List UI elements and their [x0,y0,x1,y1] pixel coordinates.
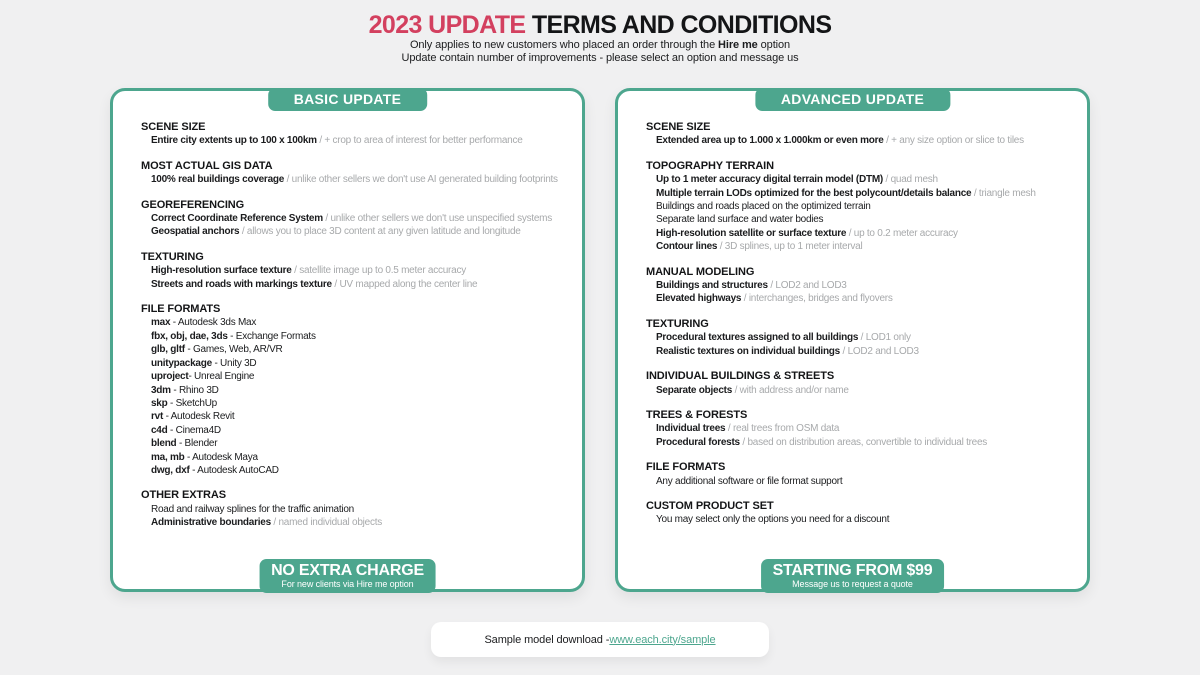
sample-download-label: Sample model download - [484,633,610,646]
feature-segment: High-resolution surface texture [151,265,292,277]
feature-segment: / with address and/or name [732,384,849,396]
feature-line [646,422,1079,435]
feature-line [141,316,574,329]
feature-line [141,451,574,464]
section-heading: OTHER EXTRAS [141,489,226,502]
feature-segment: - Unreal Engine [188,371,255,383]
feature-segment: ma, mb [151,451,185,463]
feature-segment: Individual trees [656,423,726,435]
feature-segment: Multiple terrain LODs optimized for the best polycount/details balance [656,187,972,199]
page-title [0,11,1200,39]
section-heading: SCENE SIZE [646,121,711,133]
page-title-rest: TERMS AND CONDITIONS [525,11,832,39]
feature-section [646,121,1079,148]
feature-line [141,357,574,370]
section-heading: FILE FORMATS [646,461,726,474]
feature-line [141,410,574,423]
feature-segment: fbx, obj, dae, 3ds [151,330,228,342]
feature-segment: glb, gltf [151,344,185,356]
feature-line [646,292,1079,305]
feature-section [141,303,574,477]
panel-advanced-update [615,88,1090,592]
feature-line [646,200,1079,213]
feature-segment: / unlike other sellers we don't use AI generated building footprints [284,174,558,186]
feature-segment: Buildings and structures [656,280,768,292]
feature-segment: Elevated highways [656,293,742,305]
basic-update-badge: BASIC UPDATE [268,88,428,111]
basic-update-sections [113,91,582,530]
feature-segment: / satellite image up to 0.5 meter accuracy [291,265,466,277]
feature-segment: 100% real buildings coverage [151,174,285,186]
page-subtitle-line1 [0,39,1200,52]
feature-line [646,240,1079,253]
page-title-accent: 2023 UPDATE [368,11,526,39]
feature-section [141,199,574,239]
feature-segment: Procedural textures assigned to all buildings [656,332,859,344]
feature-segment: - Unity 3D [211,357,257,369]
feature-line [141,225,574,238]
feature-segment: / interchanges, bridges and flyovers [741,293,893,305]
feature-line [646,173,1079,186]
feature-segment: / UV mapped along the center line [331,278,478,290]
feature-segment: - Autodesk 3ds Max [170,317,257,329]
feature-segment: / 3D splines, up to 1 meter interval [717,241,863,253]
feature-line [646,475,1079,488]
feature-segment: Correct Coordinate Reference System [151,213,323,225]
feature-segment: / quad mesh [883,174,938,186]
feature-segment: 3dm [151,384,171,396]
feature-segment: / allows you to place 3D content at any given latitude and longitude [239,226,521,238]
section-heading: INDIVIDUAL BUILDINGS & STREETS [646,370,835,383]
panels-container [110,88,1090,592]
feature-section [141,251,574,291]
feature-line [141,212,574,225]
page-header [0,0,1200,65]
feature-segment: / LOD1 only [858,332,911,344]
feature-line [646,345,1079,358]
feature-segment: Any additional software or file format support [656,475,843,487]
feature-line [141,503,574,516]
feature-segment: unitypackage [151,357,212,369]
feature-segment: - Games, Web, AR/VR [184,344,283,356]
feature-line [141,424,574,437]
section-heading: TOPOGRAPHY TERRAIN [646,159,774,172]
feature-line [646,134,1079,147]
feature-segment: / real trees from OSM data [725,423,840,435]
feature-line [141,397,574,410]
feature-segment: dwg, dxf [151,464,190,476]
feature-segment: max [151,317,171,329]
feature-segment: Administrative boundaries [151,517,271,529]
page-subtitle-line2: Update contain number of improvements - please select an option and message us [401,52,799,64]
feature-segment: Realistic textures on individual buildings [656,345,840,357]
feature-section [646,160,1079,254]
feature-segment: Road and railway splines for the traffic animation [151,503,354,515]
feature-segment: / + any size option or slice to tiles [883,135,1024,147]
feature-segment: Entire city extents up to 100 x 100km [151,135,317,147]
feature-segment: / unlike other sellers we don't use unspecified systems [322,213,553,225]
section-heading: TREES & FORESTS [646,408,748,421]
price-badge-subtitle: For new clients via Hire me option [281,579,414,589]
advanced-update-badge: ADVANCED UPDATE [755,88,950,111]
feature-segment: You may select only the options you need for a discount [656,514,890,526]
feature-section [646,370,1079,397]
feature-line [646,513,1079,526]
feature-segment: Separate objects [656,384,733,396]
feature-section [646,461,1079,488]
subtitle1-pre: Only applies to new customers who placed an order through the [409,39,719,51]
feature-line [141,464,574,477]
sample-download-link[interactable]: www.each.city/sample [609,633,716,646]
feature-segment: Buildings and roads placed on the optimized terrain [656,201,871,213]
feature-segment: / LOD2 and LOD3 [767,280,847,292]
feature-section [646,409,1079,449]
feature-segment: - Autodesk Maya [184,451,258,463]
feature-segment: - Rhino 3D [170,384,219,396]
feature-segment: - Autodesk Revit [163,411,235,423]
feature-segment: / up to 0.2 meter accuracy [846,227,958,239]
feature-segment: uproject [151,371,189,383]
feature-segment: / named individual objects [270,517,382,529]
price-badge-title: STARTING FROM $99 [772,562,933,579]
feature-section [141,160,574,187]
feature-segment: Up to 1 meter accuracy digital terrain model (DTM) [656,174,883,186]
feature-segment: skp [151,397,168,409]
feature-line [141,173,574,186]
feature-segment: - SketchUp [167,397,217,409]
feature-line [646,331,1079,344]
advanced-update-sections [618,91,1087,527]
feature-section [141,121,574,148]
section-heading: TEXTURING [141,250,204,263]
feature-line [141,278,574,291]
section-heading: GEOREFERENCING [141,198,245,211]
feature-segment: rvt [151,411,164,423]
feature-segment: - Autodesk AutoCAD [189,464,279,476]
feature-segment: / LOD2 and LOD3 [839,345,919,357]
feature-segment: - Cinema4D [167,424,221,436]
feature-segment: Extended area up to 1.000 x 1.000km or even more [656,135,884,147]
feature-section [646,318,1079,358]
feature-segment: Procedural forests [656,436,740,448]
subtitle1-bold: Hire me [718,39,758,51]
section-heading: MOST ACTUAL GIS DATA [141,159,273,172]
feature-line [646,213,1079,226]
subtitle1-post: option [757,39,791,51]
section-heading: TEXTURING [646,317,709,330]
feature-line [646,187,1079,200]
price-badge-subtitle: Message us to request a quote [792,579,913,589]
feature-section [646,266,1079,306]
feature-segment: / based on distribution areas, convertible to individual trees [739,436,988,448]
feature-line [141,437,574,450]
basic-update-price-badge [259,559,436,593]
section-heading: CUSTOM PRODUCT SET [646,499,774,512]
feature-line [141,343,574,356]
feature-line [141,384,574,397]
feature-line [141,330,574,343]
feature-line [141,264,574,277]
feature-line [646,436,1079,449]
sample-download-bar [431,622,769,657]
feature-segment: blend [151,438,177,450]
feature-segment: Separate land surface and water bodies [656,214,824,226]
feature-segment: - Exchange Formats [227,330,316,342]
section-heading: SCENE SIZE [141,121,206,133]
feature-segment: High-resolution satellite or surface texture [656,227,847,239]
feature-segment: Streets and roads with markings texture [151,278,332,290]
price-badge-title: NO EXTRA CHARGE [271,562,424,579]
feature-segment: c4d [151,424,168,436]
feature-line [646,279,1079,292]
feature-section [646,500,1079,527]
feature-line [141,370,574,383]
feature-section [141,489,574,529]
panel-basic-update [110,88,585,592]
feature-line [141,516,574,529]
feature-segment: - Blender [176,438,218,450]
feature-segment: / triangle mesh [971,187,1036,199]
section-heading: FILE FORMATS [141,303,221,316]
feature-segment: Contour lines [656,241,718,253]
feature-line [646,384,1079,397]
feature-segment: / + crop to area of interest for better performance [316,135,523,147]
section-heading: MANUAL MODELING [646,265,755,278]
feature-line [646,227,1079,240]
feature-segment: Geospatial anchors [151,226,240,238]
advanced-update-price-badge [761,559,945,593]
feature-line [141,134,574,147]
